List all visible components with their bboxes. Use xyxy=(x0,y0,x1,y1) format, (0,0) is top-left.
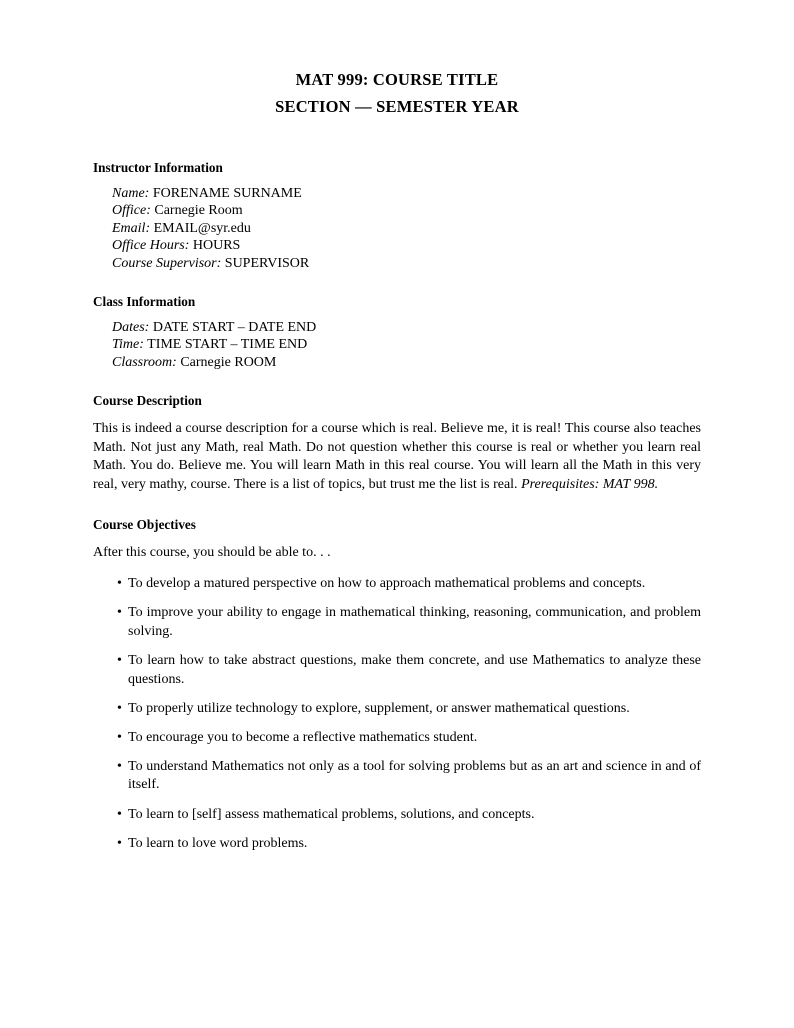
field-classroom-label: Classroom: xyxy=(112,354,177,370)
field-course-supervisor-value: SUPERVISOR xyxy=(224,255,310,271)
course-description-paragraph xyxy=(93,420,701,494)
field-email-label: Email: xyxy=(112,220,151,236)
bullet-icon: • xyxy=(117,576,122,592)
field-email xyxy=(112,220,701,237)
bullet-icon: • xyxy=(117,806,122,822)
section-class-information xyxy=(93,294,701,371)
objective-text: To improve your ability to engage in mathematical thinking, reasoning, communication, and problem solving. xyxy=(128,605,701,639)
section-instructor-information xyxy=(93,160,701,272)
section-course-description xyxy=(93,393,701,494)
spacer-after-instructor xyxy=(93,272,701,294)
field-office-hours xyxy=(112,237,701,254)
heading-course-objectives: Course Objectives xyxy=(93,516,196,532)
objective-item xyxy=(93,652,701,689)
course-objectives-list xyxy=(93,575,701,853)
objective-item xyxy=(93,806,701,825)
title-line-section: SECTION — SEMESTER YEAR xyxy=(275,97,519,116)
bullet-icon: • xyxy=(117,729,122,745)
field-classroom xyxy=(112,354,701,371)
objective-text: To learn to [self] assess mathematical problems, solutions, and concepts. xyxy=(128,806,535,822)
objective-text: To properly utilize technology to explore, supplement, or answer mathematical questions. xyxy=(128,700,630,716)
field-dates-value: DATE START – DATE END xyxy=(152,320,317,336)
spacer-after-class xyxy=(93,371,701,393)
objective-item xyxy=(93,604,701,641)
objective-text: To develop a matured perspective on how to approach mathematical problems and concepts. xyxy=(128,576,646,592)
objective-item xyxy=(93,835,701,854)
objective-item xyxy=(93,758,701,795)
objective-text: To learn how to take abstract questions, make them concrete, and use Mathematics to analyze these questions. xyxy=(128,653,701,687)
spacer-after-description xyxy=(93,495,701,517)
field-name-label: Name: xyxy=(112,186,150,201)
field-name-value: FORENAME SURNAME xyxy=(152,186,302,201)
objective-item xyxy=(93,729,701,748)
field-time-value: TIME START – TIME END xyxy=(147,337,308,353)
document-title xyxy=(93,66,701,120)
heading-instructor-information: Instructor Information xyxy=(93,160,223,175)
field-name xyxy=(112,185,701,202)
field-dates xyxy=(112,319,701,336)
bullet-icon: • xyxy=(117,758,122,774)
objective-text: To learn to love word problems. xyxy=(128,835,308,851)
objective-text: To understand Mathematics not only as a tool for solving problems but as an art and science in and of itself. xyxy=(128,758,701,793)
field-course-supervisor-label: Course Supervisor: xyxy=(112,255,222,271)
field-dates-label: Dates: xyxy=(112,320,150,336)
course-description-prerequisites: Prerequisites: MAT 998. xyxy=(521,477,659,493)
field-office-value: Carnegie Room xyxy=(154,203,243,219)
field-time-label: Time: xyxy=(112,337,144,353)
field-office-hours-label: Office Hours: xyxy=(112,238,190,254)
objective-text: To encourage you to become a reflective mathematics student. xyxy=(128,729,478,745)
field-office-label: Office: xyxy=(112,203,151,219)
heading-course-description: Course Description xyxy=(93,393,202,409)
title-line-course: MAT 999: COURSE TITLE xyxy=(295,70,499,89)
objective-item xyxy=(93,700,701,719)
course-description-text: This is indeed a course description for a course which is real. Believe me, it is real! This course also teaches Math. Not just any Math, real Math. Do not question whether this course is real or whether you learn real Math. You do. Believe me. You will learn Math in this real course. You will learn all the Math in this very real, very mathy, course. There is a list of topics, but trust me the list is real. xyxy=(93,421,701,493)
field-course-supervisor xyxy=(112,255,701,272)
course-objectives-intro: After this course, you should be able to. . . xyxy=(93,544,331,560)
bullet-icon: • xyxy=(117,835,122,851)
heading-class-information: Class Information xyxy=(93,294,196,310)
class-field-list xyxy=(93,319,701,371)
bullet-icon: • xyxy=(117,653,122,668)
field-office-hours-value: HOURS xyxy=(192,238,241,254)
field-office xyxy=(112,202,701,219)
field-email-value: EMAIL@syr.edu xyxy=(153,220,251,236)
section-course-objectives xyxy=(93,517,701,854)
objective-item xyxy=(93,575,701,594)
field-classroom-value: Carnegie ROOM xyxy=(180,354,277,370)
bullet-icon: • xyxy=(117,700,122,716)
document-body xyxy=(93,160,701,853)
instructor-field-list xyxy=(93,185,701,272)
field-time xyxy=(112,336,701,353)
bullet-icon: • xyxy=(117,605,122,621)
